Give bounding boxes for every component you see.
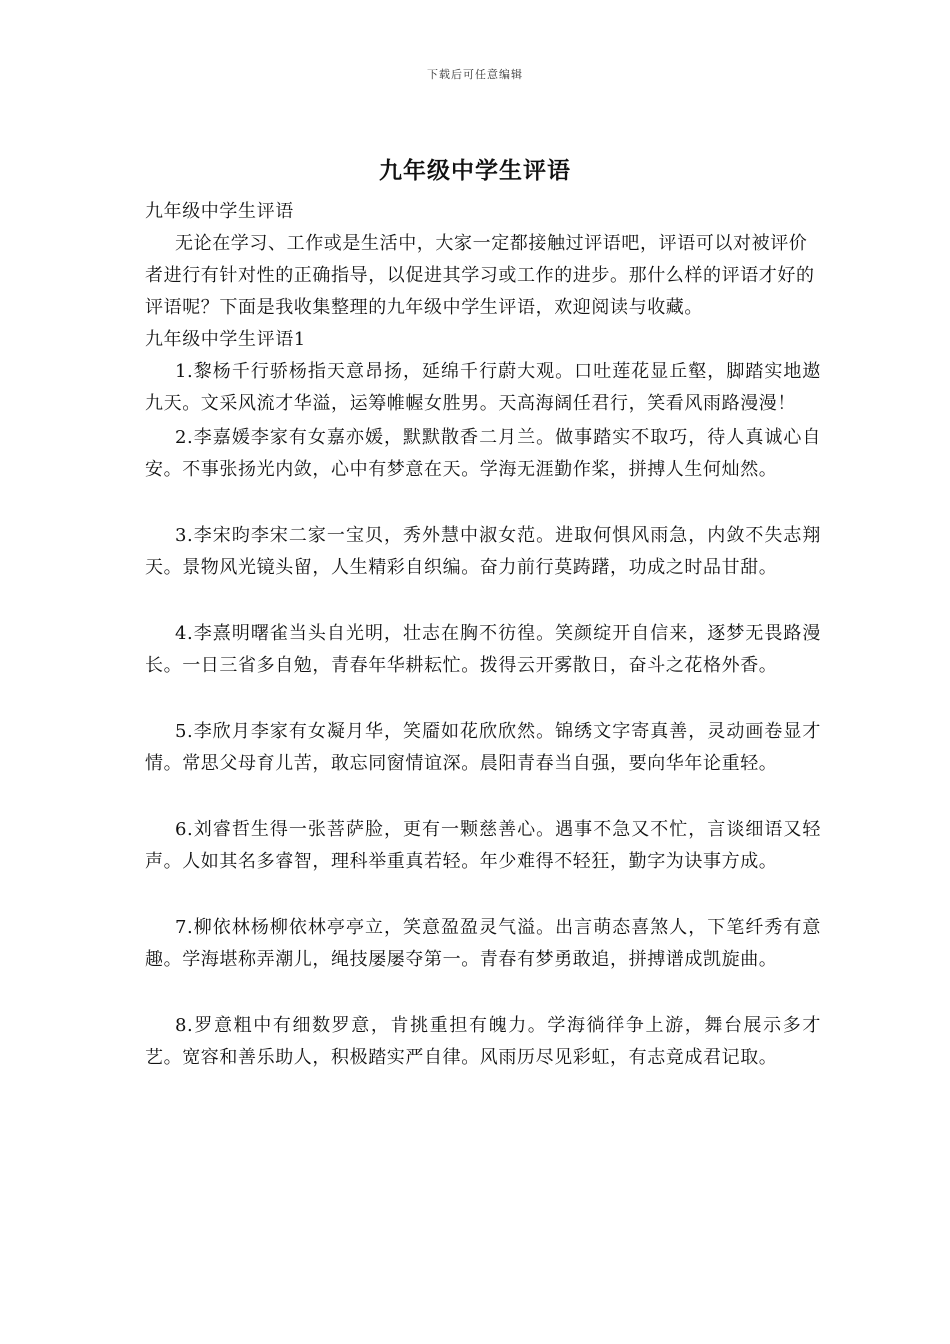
header-note: 下载后可任意编辑 [427, 68, 523, 81]
comment-entry-8: 8.罗意粗中有细数罗意，肯挑重担有魄力。学海徜徉争上游，舞台展示多才艺。宽容和善乐助人，积极踏实严自律。风雨历尽见彩虹，有志竟成君记取。 [145, 1015, 821, 1068]
comment-entry-2: 2.李嘉媛李家有女嘉亦媛，默默散香二月兰。做事踏实不取巧，待人真诚心自安。不事张扬光内敛，心中有梦意在天。学海无涯勤作桨，拼搏人生何灿然。 [145, 427, 821, 480]
comment-entry-5: 5.李欣月李家有女凝月华，笑靥如花欣欣然。锦绣文字寄真善，灵动画卷显才情。常思父母育儿苦，敢忘同窗情谊深。晨阳青春当自强，要向华年论重轻。 [145, 721, 821, 774]
comment-entry-4: 4.李熹明曙雀当头自光明，壮志在胸不彷徨。笑颜绽开自信来，逐梦无畏路漫长。一日三省多自勉，青春年华耕耘忙。拨得云开雾散日，奋斗之花格外香。 [145, 623, 821, 676]
comment-entry-6: 6.刘睿哲生得一张菩萨脸，更有一颗慈善心。遇事不急又不忙，言谈细语又轻声。人如其名多睿智，理科举重真若轻。年少难得不轻狂，勤字为诀事方成。 [145, 819, 821, 872]
comment-entry-1: 1.黎杨千行骄杨指天意昂扬，延绵千行蔚大观。口吐莲花显丘壑，脚踏实地遨九天。文采风流才华溢，运筹帷幄女胜男。天高海阔任君行，笑看风雨路漫漫！ [145, 361, 821, 414]
document-body [145, 196, 821, 1074]
section-heading: 九年级中学生评语1 [145, 329, 306, 350]
document-subtitle: 九年级中学生评语 [145, 201, 294, 222]
intro-paragraph: 无论在学习、工作或是生活中，大家一定都接触过评语吧，评语可以对被评价者进行有针对性的正确指导，以促进其学习或工作的进步。那什么样的评语才好的评语呢？下面是我收集整理的九年级中学生评语，欢迎阅读与收藏。 [145, 233, 815, 318]
comment-entry-7: 7.柳依林杨柳依林亭亭立，笑意盈盈灵气溢。出言萌态喜煞人，下笔纤秀有意趣。学海堪称弄潮儿，绳技屡屡夺第一。青春有梦勇敢追，拼搏谱成凯旋曲。 [145, 917, 821, 970]
document-title: 九年级中学生评语 [379, 157, 571, 184]
comment-entry-3: 3.李宋昀李宋二家一宝贝，秀外慧中淑女范。进取何惧风雨急，内敛不失志翔天。景物风光镜头留，人生精彩自织编。奋力前行莫踌躇，功成之时品甘甜。 [145, 525, 821, 578]
